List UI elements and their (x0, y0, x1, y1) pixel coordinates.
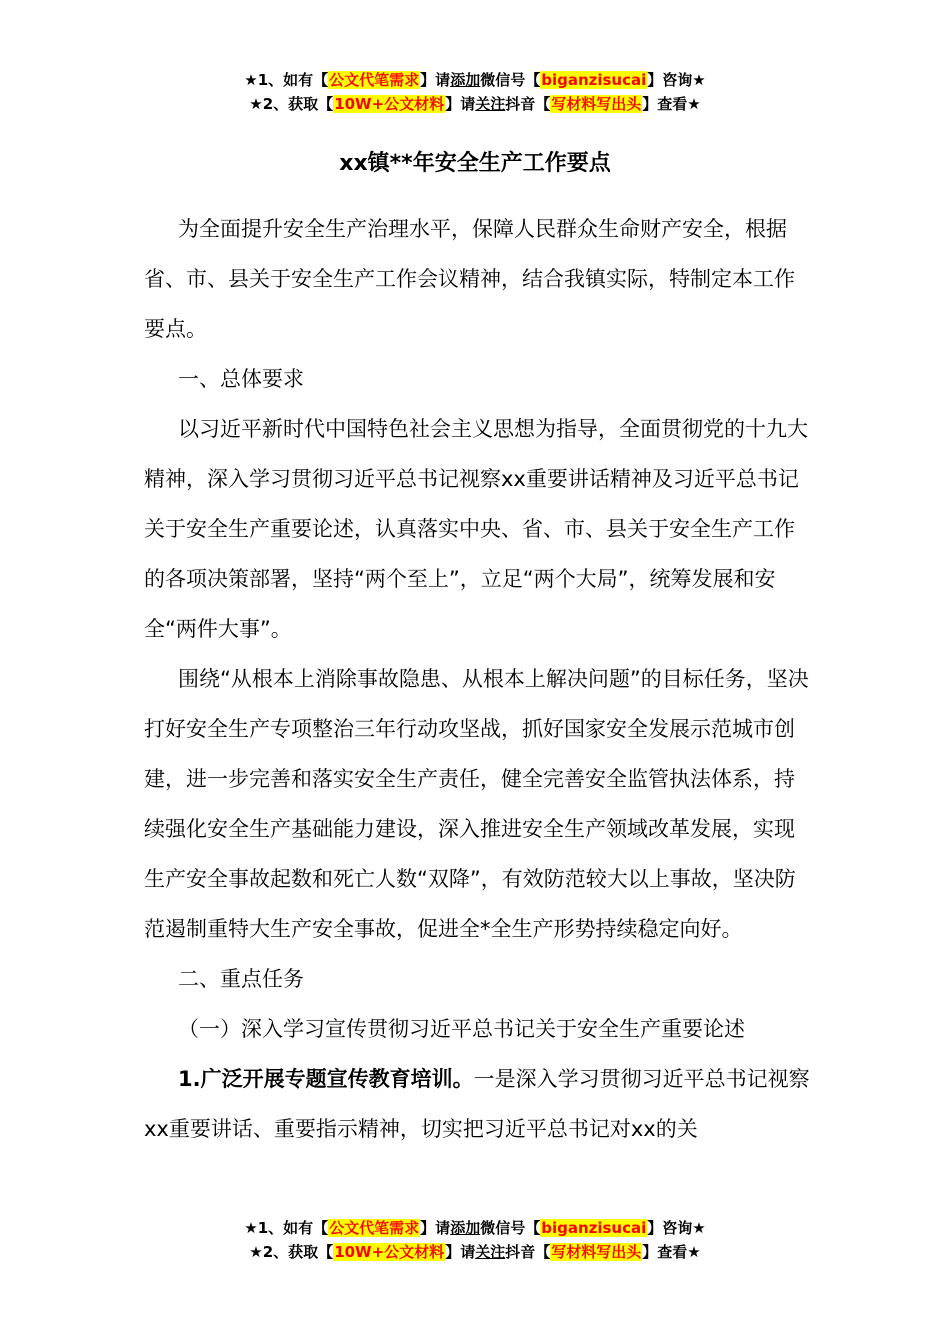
banner-underline: 添加 (450, 1219, 481, 1237)
banner-text: 微信号【 (480, 71, 541, 89)
banner-text: 】请 (420, 1219, 451, 1237)
banner-text: 】咨询★ (647, 71, 706, 89)
document-body (144, 204, 812, 1154)
banner-text: ★2、获取【 (249, 1243, 334, 1261)
banner-text: ★2、获取【 (249, 95, 334, 113)
banner-underline: 添加 (450, 71, 481, 89)
banner-highlight: 公文代笔需求 (329, 71, 420, 89)
banner-text: ★1、如有【 (244, 1219, 329, 1237)
subsection-heading: （一）深入学习宣传贯彻习近平总书记关于安全生产重要论述 (178, 1017, 745, 1041)
banner-highlight: 10W+公文材料 (334, 1243, 445, 1261)
banner-highlight: 10W+公文材料 (334, 95, 445, 113)
banner-text: 】请 (445, 1243, 476, 1261)
paragraph-lead: 1.广泛开展专题宣传教育培训。 (178, 1067, 474, 1091)
banner-text: 抖音【 (505, 1243, 551, 1261)
banner-line-1 (0, 1216, 950, 1240)
banner-text: 】咨询★ (647, 1219, 706, 1237)
banner-underline: 关注 (475, 95, 506, 113)
banner-line-2 (0, 92, 950, 116)
banner-highlight: biganzisucai (541, 71, 647, 89)
banner-line-1 (0, 68, 950, 92)
banner-text: 】请 (445, 95, 476, 113)
paragraph (144, 1054, 812, 1154)
paragraph-intro: 为全面提升安全生产治理水平，保障人民群众生命财产安全，根据省、市、县关于安全生产工作会议精神，结合我镇实际，特制定本工作要点。 (144, 217, 795, 341)
banner-text: 】请 (420, 71, 451, 89)
footer-banner (0, 1216, 950, 1264)
banner-highlight: 写材料写出头 (551, 95, 642, 113)
banner-text: ★1、如有【 (244, 71, 329, 89)
banner-highlight: 公文代笔需求 (329, 1219, 420, 1237)
paragraph-text: 一是深入学习贯彻习近平总书记视察xx重要讲话、重要指示精神，切实把习近平总书记对xx的关 (144, 1067, 810, 1141)
header-banner (0, 68, 950, 116)
banner-text: 】查看★ (642, 95, 701, 113)
banner-text: 】查看★ (642, 1243, 701, 1261)
document-title: xx镇**年安全生产工作要点 (339, 151, 611, 176)
banner-underline: 关注 (475, 1243, 506, 1261)
section-heading: 一、总体要求 (178, 367, 304, 391)
banner-text: 微信号【 (480, 1219, 541, 1237)
paragraph: 以习近平新时代中国特色社会主义思想为指导，全面贯彻党的十九大精神，深入学习贯彻习近平总书记视察xx重要讲话精神及习近平总书记关于安全生产重要论述，认真落实中央、省、市、县关于安全生产工作的各项决策部署，坚持“两个至上”，立足“两个大局”，统筹发展和安全“两件大事”。 (144, 417, 808, 641)
paragraph: 围绕“从根本上消除事故隐患、从根本上解决问题”的目标任务，坚决打好安全生产专项整治三年行动攻坚战，抓好国家安全发展示范城市创建，进一步完善和落实安全生产责任，健全完善安全监管执法体系，持续强化安全生产基础能力建设，深入推进安全生产领域改革发展，实现生产安全事故起数和死亡人数“双降”，有效防范较大以上事故，坚决防范遏制重特大生产安全事故，促进全*全生产形势持续稳定向好。 (144, 667, 809, 941)
banner-text: 抖音【 (505, 95, 551, 113)
banner-highlight: biganzisucai (541, 1219, 647, 1237)
section-heading: 二、重点任务 (178, 967, 304, 991)
banner-line-2 (0, 1240, 950, 1264)
banner-highlight: 写材料写出头 (551, 1243, 642, 1261)
